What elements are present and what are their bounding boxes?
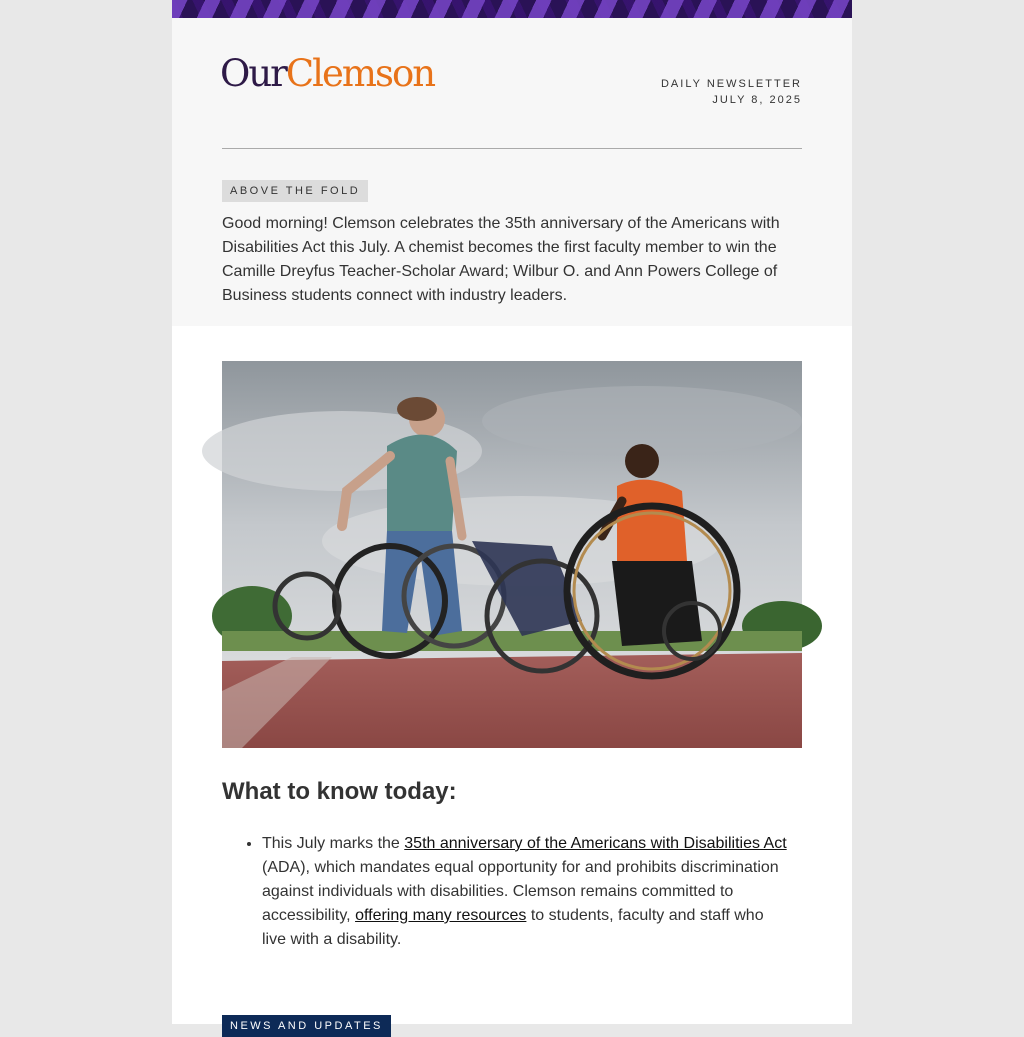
what-to-know-list — [222, 832, 790, 952]
our-clemson-logo[interactable] — [220, 52, 434, 96]
ada-anniversary-link[interactable]: 35th anniversary of the Americans with Disabilities Act — [404, 835, 787, 852]
above-the-fold-label: ABOVE THE FOLD — [222, 180, 368, 202]
bullet-text-after: to students, faculty and staff who live with a disability. — [262, 907, 764, 948]
header-divider — [222, 148, 802, 149]
what-to-know-heading: What to know today: — [222, 778, 457, 805]
hero-photo-illustration — [222, 361, 802, 748]
newsletter-type-label: DAILY NEWSLETTER — [660, 78, 802, 90]
logo-our: Our — [220, 52, 286, 95]
bullet-text-before: This July marks the — [262, 835, 405, 852]
purple-stripe-banner — [172, 0, 852, 18]
newsletter-date: JULY 8, 2025 — [712, 94, 802, 106]
newsletter-email — [172, 0, 852, 1032]
bullet-text-middle: (ADA), which mandates equal opportunity for and prohibits discrimination against individuals with disabilities. Clemson remains committed to accessibility, — [262, 859, 779, 924]
logo-clemson: Clemson — [285, 52, 435, 95]
newsletter-meta — [661, 76, 802, 108]
hero-photo-wheelchair-racers[interactable] — [222, 361, 802, 748]
newsletter-header — [172, 18, 852, 326]
intro-paragraph: Good morning! Clemson celebrates the 35th anniversary of the Americans with Disabilities Act this July. A chemist becomes the first faculty member to win the Camille Dreyfus Teacher-Scholar Award; Wilbur O. and Ann Powers College of Business students connect with industry leaders. — [222, 215, 780, 304]
resources-link[interactable]: offering many resources — [355, 907, 527, 924]
news-and-updates-label: NEWS AND UPDATES — [222, 1015, 391, 1037]
list-item — [262, 832, 790, 952]
